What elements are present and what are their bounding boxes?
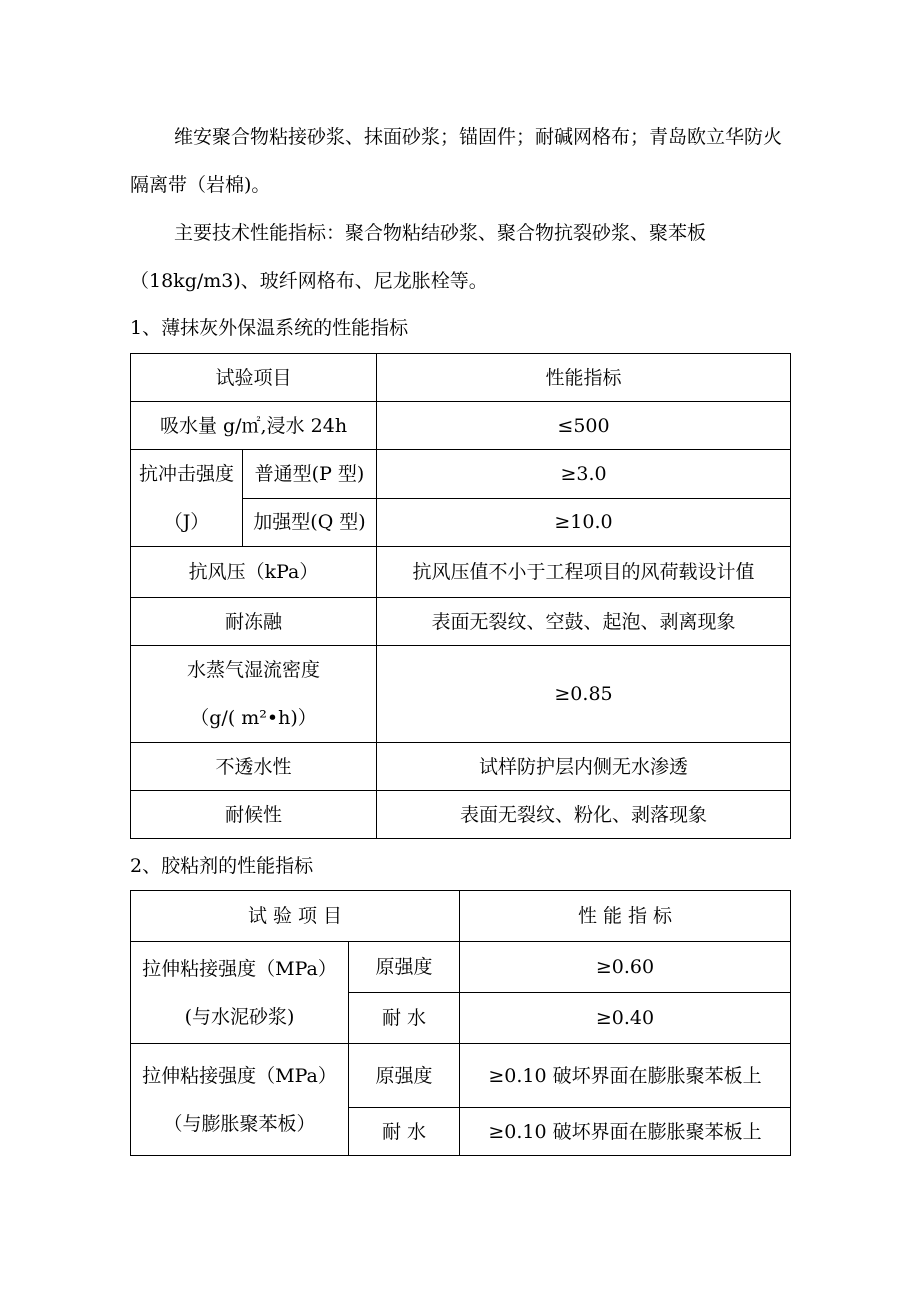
table-row bbox=[131, 1044, 791, 1108]
section2-heading: 2、胶粘剂的性能指标 bbox=[130, 855, 314, 877]
adhesive-performance-table bbox=[130, 890, 791, 1156]
row-value: ≥0.10 破坏界面在膨胀聚苯板上 bbox=[460, 1108, 791, 1156]
sub-label: 普通型(P 型) bbox=[243, 450, 377, 499]
table-row bbox=[131, 942, 791, 993]
header-value: 性能指标 bbox=[377, 354, 791, 402]
table-header-row bbox=[131, 354, 791, 402]
table-row bbox=[131, 450, 791, 499]
group-label-line1: 拉伸粘接强度（MPa） bbox=[142, 957, 337, 980]
sub-label: 耐 水 bbox=[349, 993, 460, 1044]
table-row bbox=[131, 402, 791, 450]
table-row bbox=[131, 547, 791, 598]
row-label: 不透水性 bbox=[131, 743, 377, 791]
sub-label: 加强型(Q 型) bbox=[243, 498, 377, 547]
row-label: 耐候性 bbox=[131, 791, 377, 839]
system-performance-table bbox=[130, 353, 791, 839]
row-value: ≥10.0 bbox=[377, 498, 791, 547]
table-row bbox=[131, 598, 791, 646]
header-item: 试 验 项 目 bbox=[131, 891, 460, 942]
sub-label: 原强度 bbox=[349, 1044, 460, 1108]
group-label-line1: 拉伸粘接强度（MPa） bbox=[142, 1064, 337, 1087]
row-label: 耐冻融 bbox=[131, 598, 377, 646]
vapor-label-line1: 水蒸气湿流密度 bbox=[187, 659, 321, 681]
row-value: ≥0.40 bbox=[460, 993, 791, 1044]
sub-label: 耐 水 bbox=[349, 1108, 460, 1156]
row-value: 抗风压值不小于工程项目的风荷载设计值 bbox=[377, 547, 791, 598]
row-value: ≥0.60 bbox=[460, 942, 791, 993]
row-value: ≥3.0 bbox=[377, 450, 791, 499]
row-label: 抗风压（kPa） bbox=[131, 547, 377, 598]
row-value: ≥0.85 bbox=[377, 646, 791, 743]
header-item: 试验项目 bbox=[131, 354, 377, 402]
row-label bbox=[131, 646, 377, 743]
intro-paragraph-2: 主要技术性能指标：聚合物粘结砂浆、聚合物抗裂砂浆、聚苯板（18kg/m3)、玻纤网格布、尼龙胀栓等。 bbox=[130, 222, 707, 292]
vapor-label-line2: （g/( m²•h)） bbox=[190, 707, 317, 729]
group-label bbox=[131, 1044, 349, 1156]
row-value: 表面无裂纹、空鼓、起泡、剥离现象 bbox=[377, 598, 791, 646]
header-value: 性 能 指 标 bbox=[460, 891, 791, 942]
row-value: 表面无裂纹、粉化、剥落现象 bbox=[377, 791, 791, 839]
impact-strength-label: 抗冲击强度（J） bbox=[131, 450, 243, 547]
table-row bbox=[131, 791, 791, 839]
row-label: 吸水量 g/㎡,浸水 24h bbox=[131, 402, 377, 450]
sub-label: 原强度 bbox=[349, 942, 460, 993]
row-value: ≤500 bbox=[377, 402, 791, 450]
table-row bbox=[131, 646, 791, 743]
section1-heading: 1、薄抹灰外保温系统的性能指标 bbox=[130, 317, 409, 339]
group-label bbox=[131, 942, 349, 1044]
intro-paragraph-1: 维安聚合物粘接砂浆、抹面砂浆；锚固件；耐碱网格布；青岛欧立华防火隔离带（岩棉)。 bbox=[130, 126, 783, 196]
row-value: 试样防护层内侧无水渗透 bbox=[377, 743, 791, 791]
group-label-line2: （与膨胀聚苯板） bbox=[163, 1112, 316, 1135]
row-value: ≥0.10 破坏界面在膨胀聚苯板上 bbox=[460, 1044, 791, 1108]
table-header-row bbox=[131, 891, 791, 942]
group-label-line2: (与水泥砂浆) bbox=[184, 1005, 295, 1028]
table-row bbox=[131, 743, 791, 791]
